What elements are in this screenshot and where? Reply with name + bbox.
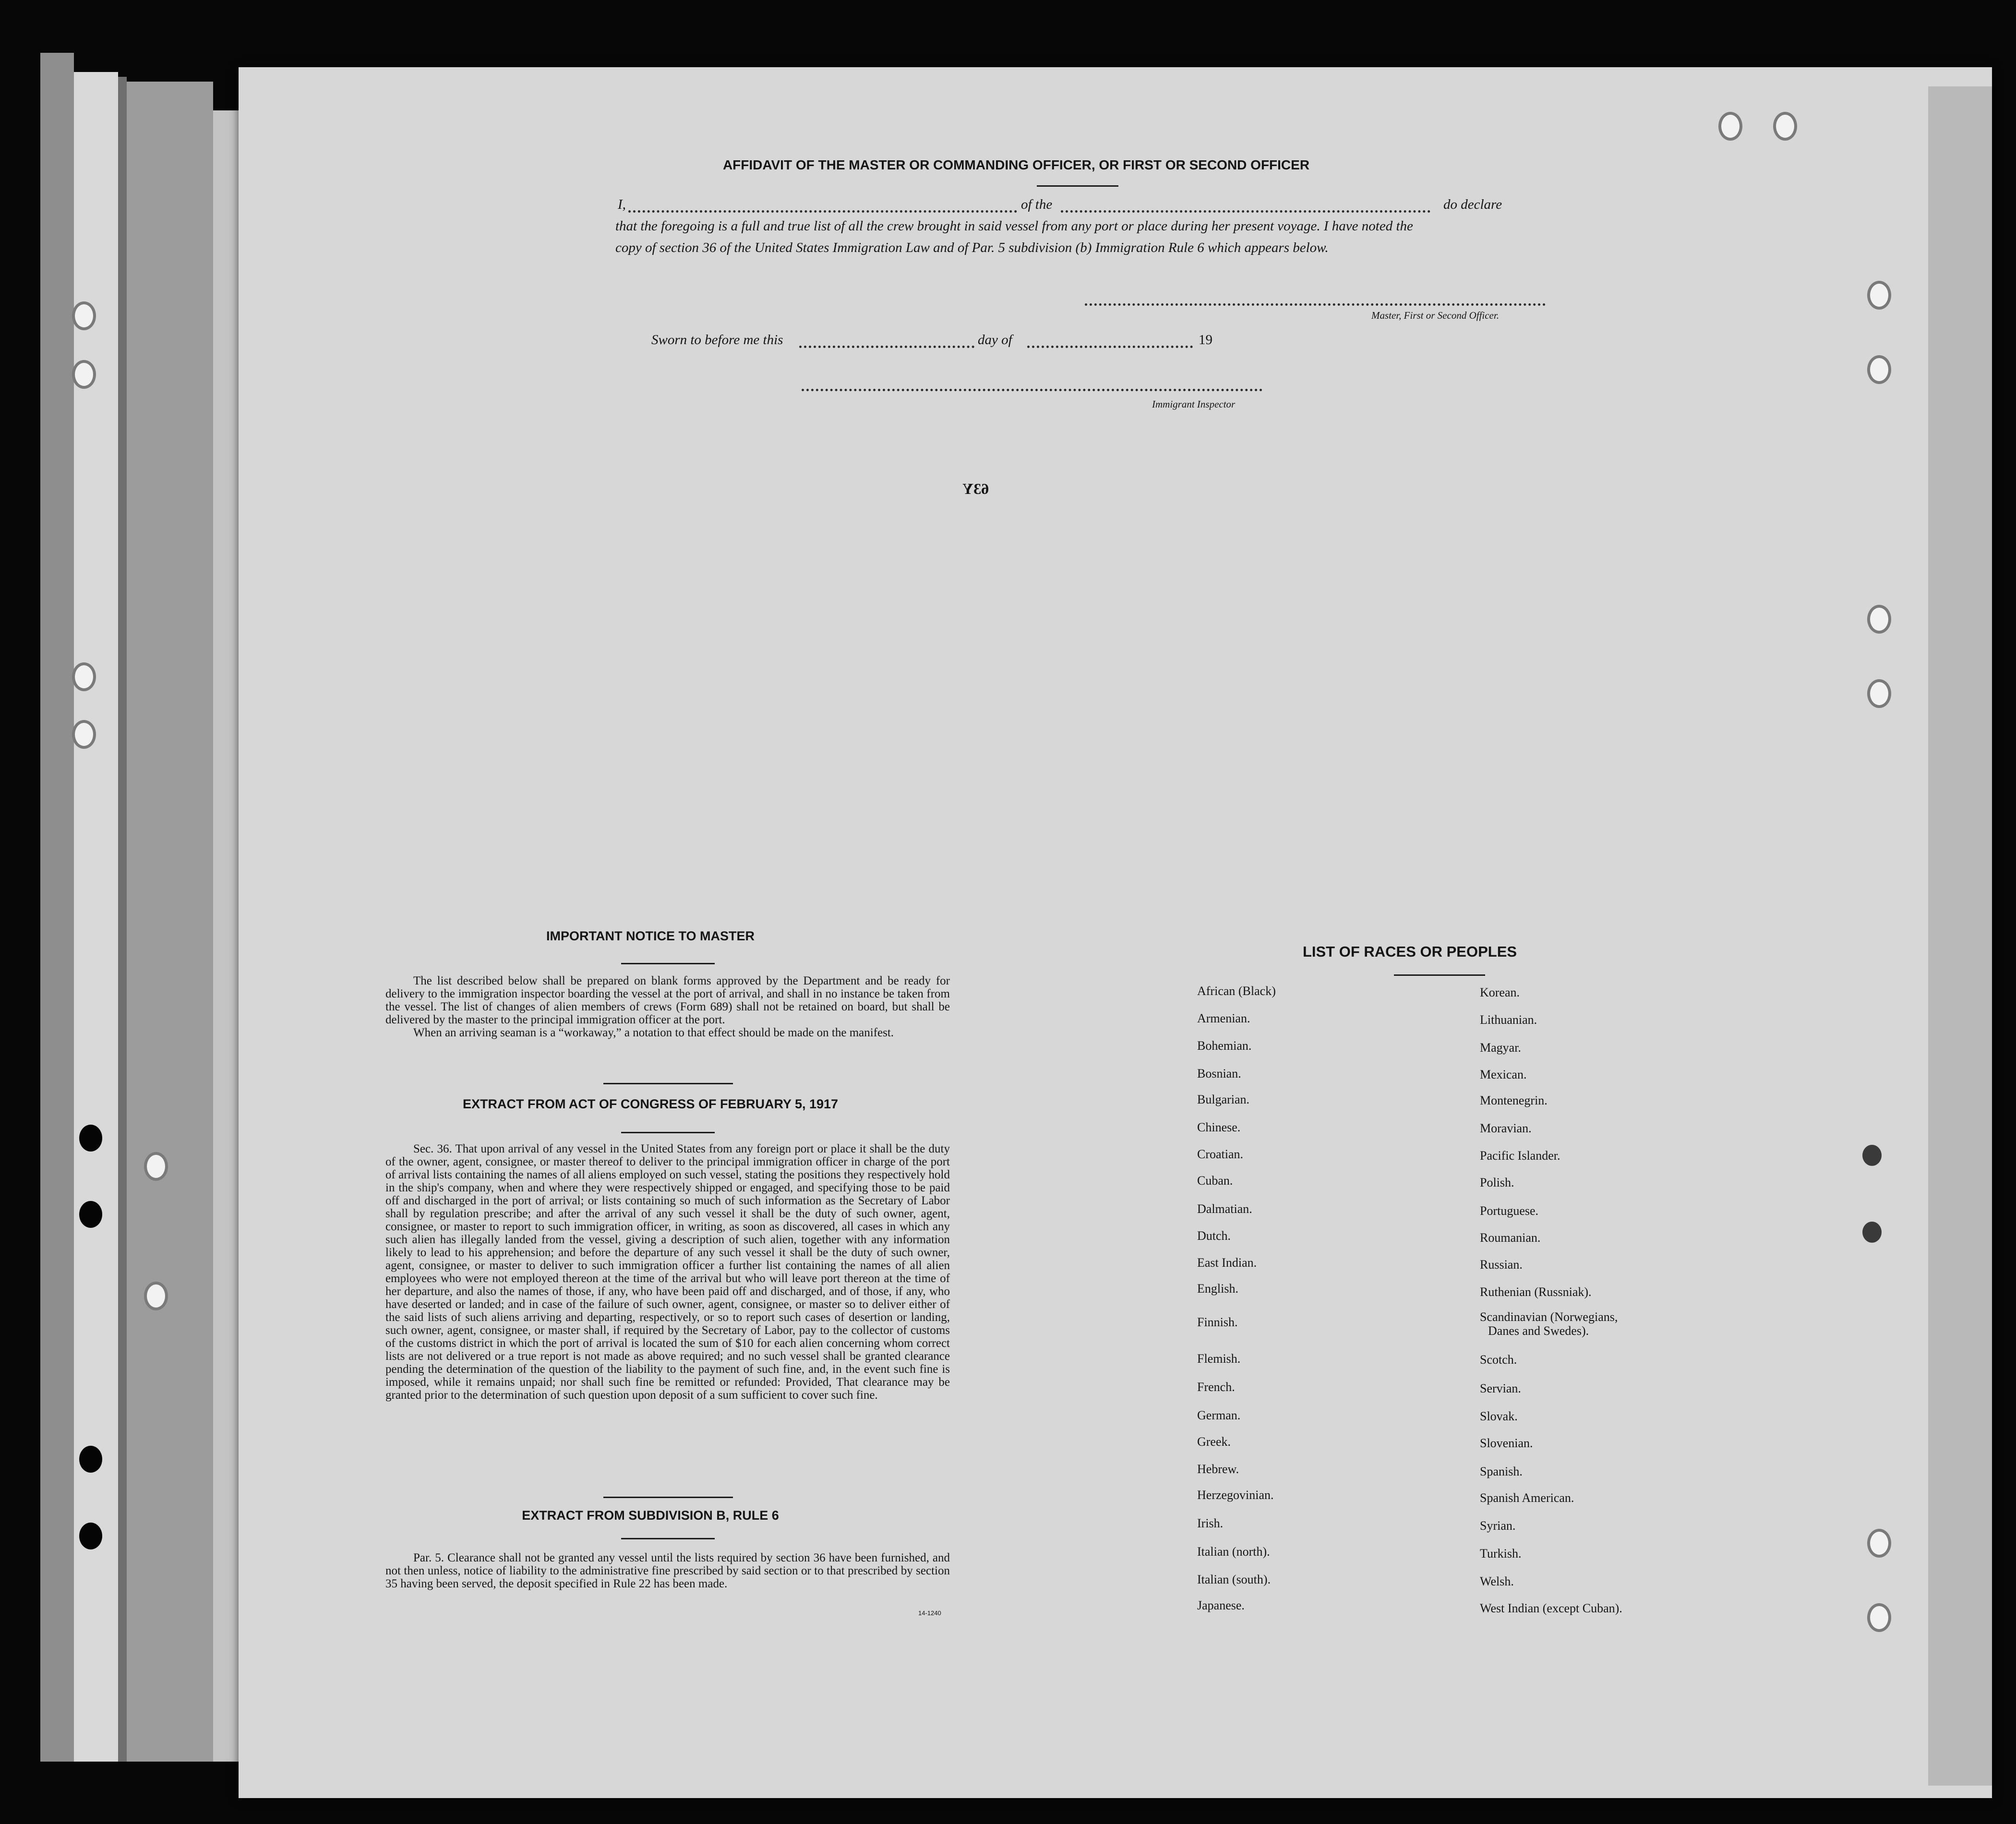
extract-rule-text: Par. 5. Clearance shall not be granted any vessel until the lists required by section 36 have been furnished, and not then unless, notice of liability to the administrative fine prescribed by said section or to that prescribed by section 35 having been served, the deposit specified in Rule 22 has been made. [385,1551,950,1590]
inspector-caption: Immigrant Inspector [1152,398,1236,410]
binder-strip-edge [118,77,127,1762]
punch-hole-dark [1862,1145,1882,1166]
race-item: Korean. [1480,985,1520,999]
race-item: West Indian (except Cuban). [1480,1601,1622,1615]
punch-hole [1867,355,1891,384]
inspector-signature-line [802,389,1262,391]
notice-heading: IMPORTANT NOTICE TO MASTER [546,929,755,943]
extract-rule-heading: EXTRACT FROM SUBDIVISION B, RULE 6 [522,1508,779,1523]
race-item: English. [1197,1282,1238,1296]
race-item: Scotch. [1480,1353,1517,1367]
master-signature-caption: Master, First or Second Officer. [1371,310,1499,321]
race-item: Japanese. [1197,1598,1245,1612]
sworn-text: Sworn to before me this [651,332,783,348]
notice-heading-rule [621,963,715,964]
affidavit-declare: do declare [1443,197,1502,212]
binder-hole [72,301,96,330]
binder-hole [144,1282,168,1310]
race-item: Welsh. [1480,1574,1514,1588]
extract-rule-rule [621,1538,715,1539]
race-item: Lithuanian. [1480,1013,1537,1027]
race-item: Ruthenian (Russniak). [1480,1285,1592,1299]
manifest-page [239,67,1992,1798]
race-item: Cuban. [1197,1174,1233,1188]
race-item: Croatian. [1197,1147,1244,1161]
race-item: Portuguese. [1480,1204,1539,1218]
race-item: Slovak. [1480,1409,1518,1423]
race-item: Spanish. [1480,1464,1523,1478]
punch-hole [1718,112,1742,141]
vessel-line [1061,210,1430,213]
race-item: Pacific Islander. [1480,1149,1560,1163]
race-item: Magyar. [1480,1041,1521,1055]
race-item: Hebrew. [1197,1462,1239,1476]
race-item: Scandinavian (Norwegians, [1480,1310,1618,1324]
race-item: Servian. [1480,1381,1521,1395]
notice-paragraph-2: When an arriving seaman is a “workaway,” a notation to that effect should be made on the manifest. [413,1026,894,1039]
binder-hole [72,360,96,389]
race-item: Herzegovinian. [1197,1488,1274,1502]
sworn-month-line [1027,346,1193,348]
punch-hole-dark [1862,1222,1882,1243]
race-item: Bohemian. [1197,1039,1252,1053]
race-item: French. [1197,1380,1235,1394]
punch-hole [1867,1603,1891,1632]
binder-hole-dark [79,1523,102,1549]
race-item: Danes and Swedes). [1488,1324,1589,1338]
extract-act-text: Sec. 36. That upon arrival of any vessel in the United States from any foreign port or place it shall be the duty of the owner, agent, consignee, or master thereof to deliver to the principal immigration officer in charge of the port of arrival lists containing the names of all aliens employed on such vessel, stating the positions they respectively hold in the ship's company, when and where they were respectively shipped or engaged, and specifying those to be paid off and discharged in the port of arrival; or lists containing so much of such information as the Secretary of Labor shall by regulation prescribe; and after the arrival of any such vessel it shall be the duty of such owner, agent, consignee, or master to report to such immigration officer, in writing, as soon as discovered, all cases in which any such alien has illegally landed from the vessel, giving a description of such alien, together with any information likely to lead to his apprehension; and before the departure of any such vessel it shall be the duty of such owner, agent, consignee, or master to deliver to such immigration officer a further list containing the names of all alien employees who were not employed thereon at the time of the arrival but who will leave port thereon at the time of her departure, and also the names of those, if any, who have been paid off and discharged, and of those, if any, who have deserted or landed; and in case of the failure of such owner, agent, consignee, or master so to deliver either of the said lists of such aliens arriving and departing, respectively, or so to report such cases of desertion or landing, such owner, agent, consignee, or master shall, if required by the Secretary of Labor, pay to the collector of customs of the customs district in which the port of arrival is located the sum of $10 for each alien concerning whom correct lists are not delivered or a true report is not made as above required; and no such vessel shall be granted clearance pending the determination of the question of the liability to the payment of such fine, and, in the event such fine is imposed, while it remains unpaid; nor shall such fine be remitted or refunded: Provided, That clearance may be granted prior to the determination of such question upon deposit of a sum sufficient to cover such fine. [385,1142,950,1402]
affidavit-line-2: that the foregoing is a full and true list of all the crew brought in said vessel from any port or place during her present voyage. I have noted the [615,218,1413,234]
race-item: Chinese. [1197,1120,1241,1134]
punch-hole [1773,112,1797,141]
race-item: Mexican. [1480,1068,1527,1081]
race-item: Slovenian. [1480,1436,1533,1450]
affidavit-heading: AFFIDAVIT OF THE MASTER OR COMMANDING OFFICER, OR FIRST OR SECOND OFFICER [722,157,1310,172]
race-item: East Indian. [1197,1256,1257,1270]
race-item: Dutch. [1197,1229,1231,1243]
race-item: Roumanian. [1480,1231,1541,1245]
race-item: Italian (south). [1197,1572,1271,1586]
race-item: Moravian. [1480,1121,1532,1135]
race-item: Bosnian. [1197,1067,1241,1080]
race-item: Dalmatian. [1197,1202,1252,1216]
name-line [628,210,1017,213]
form-number: 14-1240 [918,1609,941,1617]
binder-hole [72,720,96,749]
race-item: Syrian. [1480,1519,1516,1533]
notice-divider [603,1083,733,1084]
notice-paragraph-1: The list described below shall be prepared on blank forms approved by the Department and be ready for delivery to the immigration inspector boarding the vessel at the port of arrival, and shall in no instance be taken from the vessel. The list of changes of alien members of crews (Form 689) shall not be retained on board, but shall be delivered by the master to the principal immigration officer at the port. [385,974,950,1026]
underlying-sheet-2 [213,110,242,1762]
race-item: Russian. [1480,1258,1523,1272]
races-heading-rule [1394,974,1485,976]
race-item: Italian (north). [1197,1545,1270,1559]
races-heading: LIST OF RACES OR PEOPLES [1302,943,1517,960]
sworn-day-of: day of [978,332,1012,348]
punch-hole [1867,1529,1891,1558]
extract-act-rule [621,1132,715,1133]
race-item: Bulgarian. [1197,1092,1250,1106]
binder-hole-dark [79,1125,102,1152]
punch-hole [1867,281,1891,310]
binder-hole-dark [79,1201,102,1228]
race-item: Montenegrin. [1480,1093,1548,1107]
sworn-year: 19 [1199,332,1212,348]
affidavit-of-the: of the [1021,197,1053,212]
underlying-sheet [127,82,213,1762]
affidavit-i: I, [618,197,626,212]
handwritten-mark: 63Y [962,480,989,497]
extract-act-heading: EXTRACT FROM ACT OF CONGRESS OF FEBRUARY 5, 1917 [462,1097,839,1111]
race-item: Turkish. [1480,1547,1522,1560]
binder-hole [72,662,96,691]
race-item: Greek. [1197,1435,1231,1449]
race-item: Irish. [1197,1516,1224,1530]
race-item: Finnish. [1197,1315,1238,1329]
master-signature-line [1085,303,1546,306]
affidavit-line-3: copy of section 36 of the United States Immigration Law and of Par. 5 subdivision (b) Immigration Rule 6 which appears below. [615,240,1329,255]
binder-hole-dark [79,1446,102,1473]
sworn-day-line [799,346,974,348]
binder-strip-outer [40,53,74,1762]
race-item: Spanish American. [1480,1491,1574,1505]
race-item: Flemish. [1197,1352,1241,1366]
affidavit-heading-rule [1037,185,1118,187]
race-item: German. [1197,1408,1241,1422]
punch-hole [1867,605,1891,634]
binder-hole [144,1152,168,1181]
race-item: Polish. [1480,1176,1514,1189]
right-edge-sheet [1928,86,1992,1786]
punch-hole [1867,679,1891,708]
race-item: African (Black) [1197,984,1276,998]
extract-act-divider [603,1497,733,1498]
race-item: Armenian. [1197,1011,1250,1025]
